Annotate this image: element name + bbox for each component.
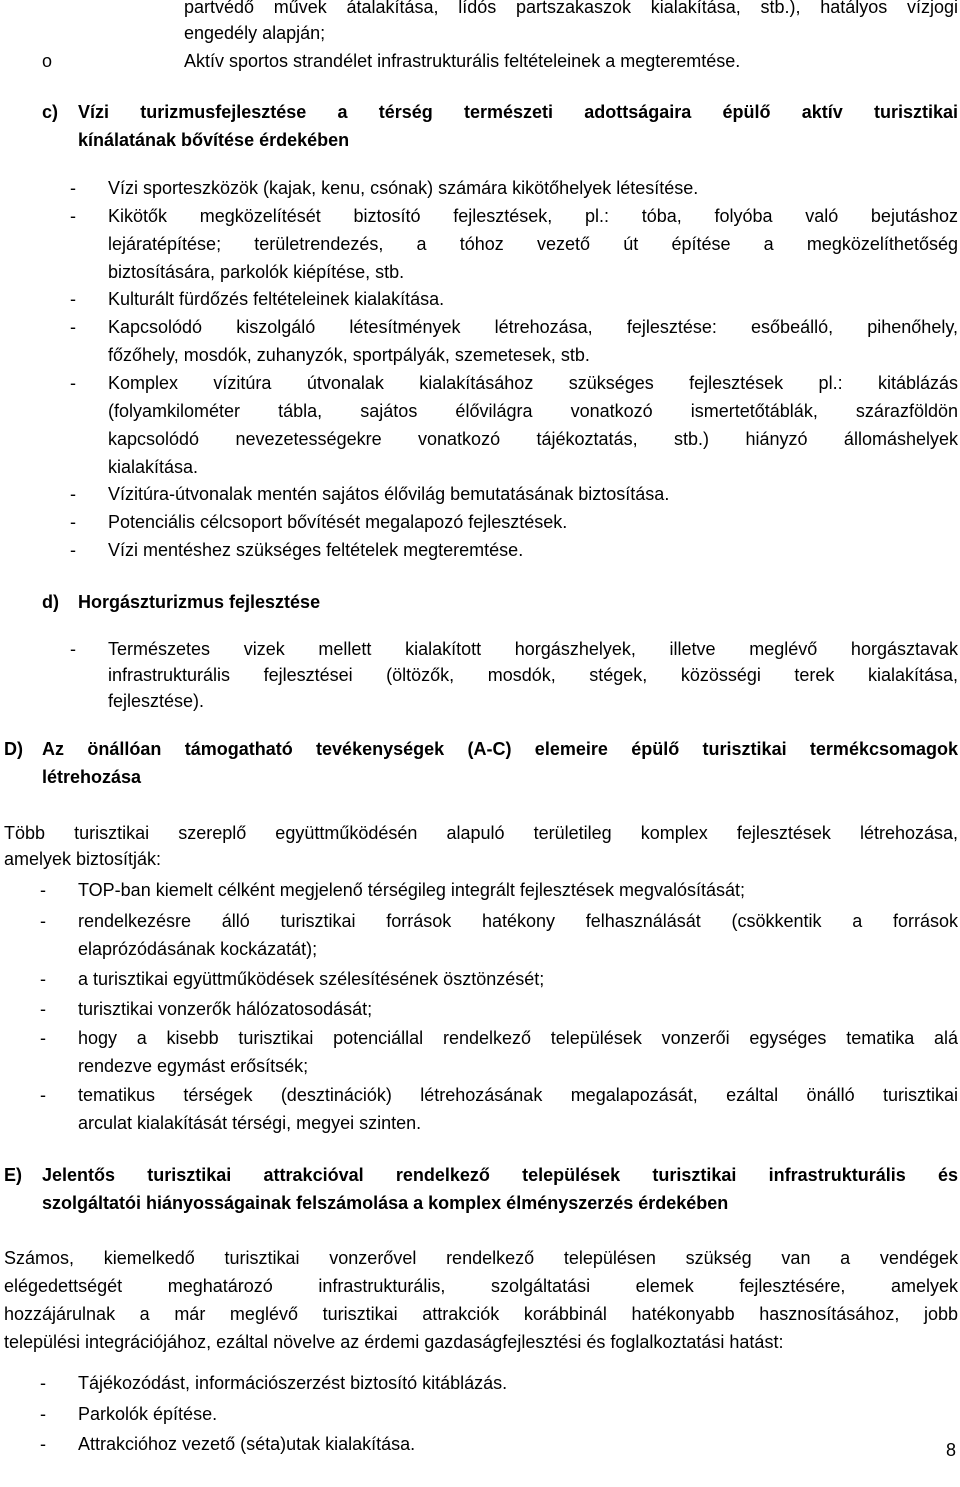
list-marker: -: [70, 317, 76, 337]
line-text: Az önállóan támogatható tevékenységek (A-C) elemeire épülő turisztikai termékcsomagok: [42, 739, 958, 759]
list-marker: -: [40, 1085, 46, 1105]
line-text: partvédő művek átalakítása, lídós partszakaszok kialakítása, stb.), hatályos vízjogi: [184, 0, 958, 17]
line-text: Több turisztikai szereplő együttműködésén alapuló területileg komplex fejlesztések létrehozása,: [4, 823, 958, 843]
line-text: kapcsolódó nevezetességekre vonatkozó tájékoztatás, stb.) hiányzó állomáshelyek: [108, 429, 958, 449]
list-marker: -: [40, 1028, 46, 1048]
line-text: települési integrációjához, ezáltal növelve az érdemi gazdaságfejlesztési és foglalkoztatási hatást:: [4, 1332, 784, 1352]
list-marker: -: [70, 484, 76, 504]
list-marker: -: [40, 1404, 46, 1424]
line-text: Vízitúra-útvonalak mentén sajátos élővilág bemutatásának biztosítása.: [108, 484, 670, 504]
line-text: hozzájárulnak a már meglévő turisztikai attrakciók korábbinál hatékonyabb hasznosításához, jobb: [4, 1304, 958, 1324]
line-text: Számos, kiemelkedő turisztikai vonzerővel rendelkező településen szükség van a vendégek: [4, 1248, 958, 1268]
line-text: engedély alapján;: [184, 23, 326, 43]
line-text: kialakítása.: [108, 457, 199, 477]
list-marker: -: [40, 1434, 46, 1454]
line-text: TOP-ban kiemelt célként megjelenő térségileg integrált fejlesztések megvalósítását;: [78, 880, 746, 900]
section-label: c): [42, 102, 59, 122]
line-text: elégedettségét meghatározó infrastrukturális, szolgáltatási elemek fejlesztésére, amelyek: [4, 1276, 958, 1296]
line-text: (folyamkilométer tábla, sajátos élővilágra vonatkozó ismertetőtáblák, szárazföldön: [108, 401, 958, 421]
line-text: kínálatának bővítése érdekében: [78, 130, 350, 150]
line-text: Komplex vízitúra útvonalak kialakításához szükséges fejlesztések pl.: kitáblázás: [108, 373, 958, 393]
line-text: Természetes vizek mellett kialakított horgászhelyek, illetve meglévő horgásztavak: [108, 639, 958, 659]
line-text: rendezve egymást erősítsék;: [78, 1056, 309, 1076]
list-marker: -: [70, 178, 76, 198]
list-marker: -: [40, 969, 46, 989]
line-text: rendelkezésre álló turisztikai források hatékony felhasználását (csökkentik a források: [78, 911, 958, 931]
line-text: tematikus térségek (desztinációk) létrehozásának megalapozását, ezáltal önálló turisztikai: [78, 1085, 958, 1105]
list-marker: -: [40, 880, 46, 900]
line-text: Kulturált fürdőzés feltételeinek kialakítása.: [108, 289, 445, 309]
line-text: Attrakcióhoz vezető (séta)utak kialakítása.: [78, 1434, 416, 1454]
section-label: E): [4, 1165, 22, 1185]
line-text: arculat kialakítását térségi, megyei szinten.: [78, 1113, 422, 1133]
list-marker: -: [70, 639, 76, 659]
list-marker: -: [70, 540, 76, 560]
line-text: turisztikai vonzerők hálózatosodását;: [78, 999, 373, 1019]
line-text: Horgászturizmus fejlesztése: [78, 592, 321, 612]
list-marker: -: [40, 911, 46, 931]
list-marker: -: [70, 512, 76, 532]
list-marker: -: [70, 289, 76, 309]
line-text: lejáratépítése; területrendezés, a tóhoz vezető út építése a megközelíthetőség: [108, 234, 958, 254]
line-text: Potenciális célcsoport bővítését megalapozó fejlesztések.: [108, 512, 568, 532]
line-text: fejlesztése).: [108, 691, 205, 711]
list-marker: -: [40, 999, 46, 1019]
list-marker: -: [70, 373, 76, 393]
line-text: Kapcsolódó kiszolgáló létesítmények létrehozása, fejlesztése: esőbeálló, pihenőhely,: [108, 317, 958, 337]
page-number: 8: [945, 1440, 956, 1460]
list-marker: o: [42, 51, 53, 71]
line-text: Vízi sporteszközök (kajak, kenu, csónak) számára kikötőhelyek létesítése.: [108, 178, 699, 198]
line-text: elaprózódásának kockázatát);: [78, 939, 318, 959]
line-text: létrehozása: [42, 767, 142, 787]
line-text: főzőhely, mosdók, zuhanyzók, sportpályák, szemetesek, stb.: [108, 345, 590, 365]
line-text: Vízi mentéshez szükséges feltételek megteremtése.: [108, 540, 524, 560]
line-text: biztosítására, parkolók kiépítése, stb.: [108, 262, 405, 282]
line-text: a turisztikai együttműködések szélesítésének ösztönzését;: [78, 969, 545, 989]
list-marker: -: [70, 206, 76, 226]
line-text: hogy a kisebb turisztikai potenciállal rendelkező települések vonzerői egységes tematika alá: [78, 1028, 958, 1048]
section-label: D): [4, 739, 23, 759]
line-text: Vízi turizmusfejlesztése a térség természeti adottságaira épülő aktív turisztikai: [78, 102, 958, 122]
line-text: infrastrukturális fejlesztései (öltözők, mosdók, stégek, közösségi terek kialakítása,: [108, 665, 958, 685]
line-text: Tájékozódást, információszerzést biztosító kitáblázás.: [78, 1373, 508, 1393]
line-text: amelyek biztosítják:: [4, 849, 162, 869]
line-text: Aktív sportos strandélet infrastrukturális feltételeinek a megteremtése.: [184, 51, 741, 71]
section-label: d): [42, 592, 59, 612]
line-text: Kikötők megközelítését biztosító fejlesztések, pl.: tóba, folyóba való bejutáshoz: [108, 206, 958, 226]
line-text: szolgáltatói hiányosságainak felszámolása a komplex élményszerzés érdekében: [42, 1193, 729, 1213]
list-marker: -: [40, 1373, 46, 1393]
line-text: Jelentős turisztikai attrakcióval rendelkező települések turisztikai infrastrukturális és: [42, 1165, 958, 1185]
line-text: Parkolók építése.: [78, 1404, 218, 1424]
